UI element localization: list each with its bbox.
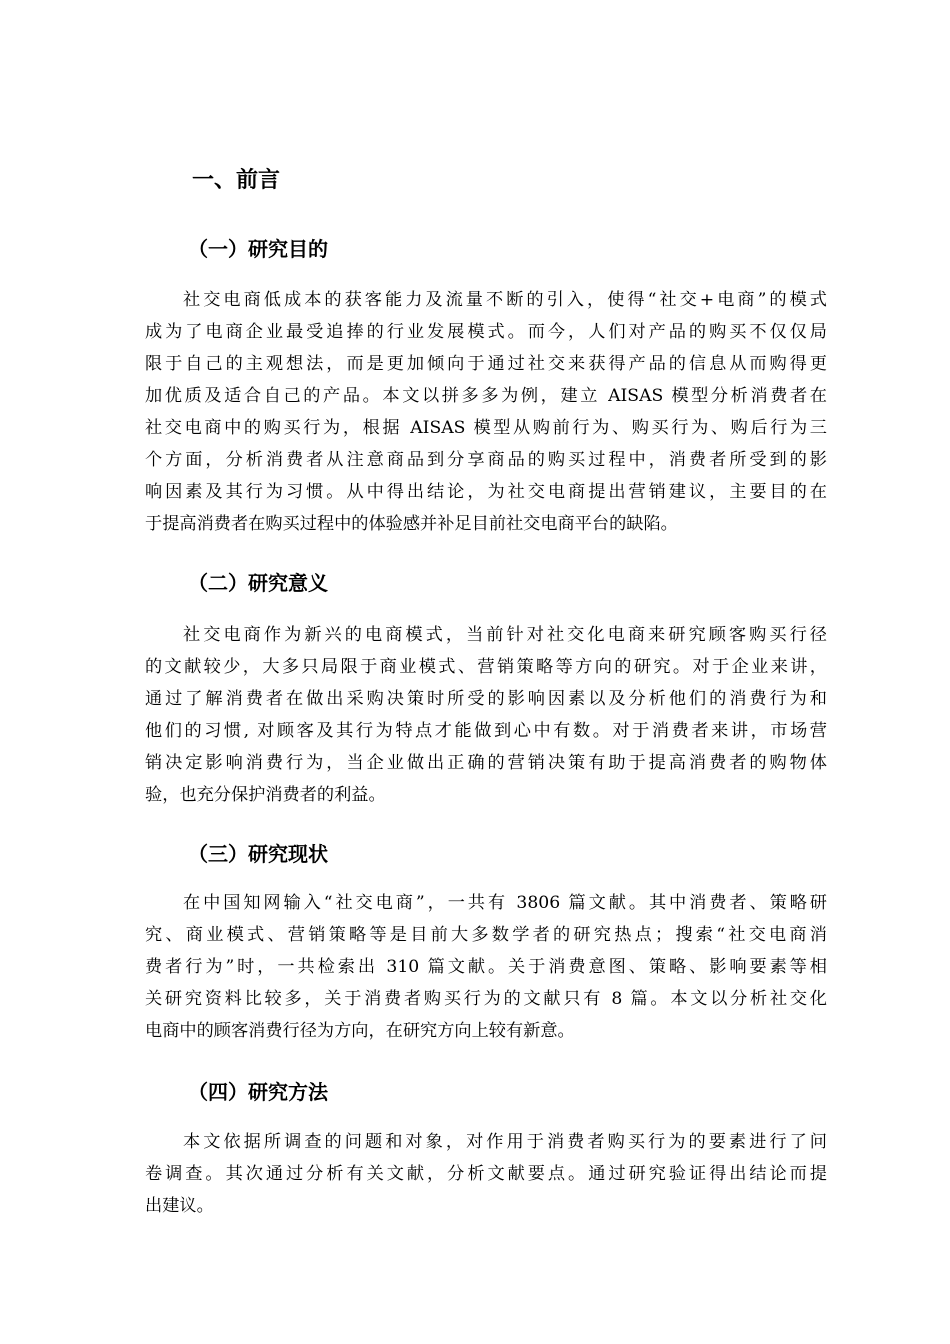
text-line: 在中国知网输入“社交电商”，一共有 3806 篇文献。其中消费者、策略研 (183, 893, 827, 913)
text-line: 个方面，分析消费者从注意商品到分享商品的购买过程中，消费者所受到的影 (145, 450, 827, 470)
text-line: 关研究资料比较多，关于消费者购买行为的文献只有 8 篇。本文以分析社交化 (145, 989, 827, 1009)
text-line: 究、商业模式、营销策略等是目前大多数学者的研究热点；搜索“社交电商消 (145, 925, 827, 945)
subsection-heading-status: （三）研究现状 (188, 842, 328, 866)
text-line: 通过了解消费者在做出采购决策时所受的影响因素以及分析他们的消费行为和 (145, 689, 827, 709)
text-line: 限于自己的主观想法，而是更加倾向于通过社交来获得产品的信息从而购得更 (145, 354, 827, 374)
text-line: 卷调查。其次通过分析有关文献，分析文献要点。通过研究验证得出结论而提 (145, 1164, 827, 1184)
text-line: 于提高消费者在购买过程中的体验感并补足目前社交电商平台的缺陷。 (145, 514, 678, 534)
subsection-heading-significance: （二）研究意义 (188, 571, 328, 595)
section-heading-preface: 一、前言 (192, 168, 281, 193)
text-line: 本文依据所调查的问题和对象，对作用于消费者购买行为的要素进行了问 (183, 1132, 827, 1152)
text-line: 社交电商作为新兴的电商模式，当前针对社交化电商来研究顾客购买行径 (183, 625, 827, 645)
text-line: 社交电商低成本的获客能力及流量不断的引入，使得“社交+电商”的模式 (183, 290, 827, 310)
text-line: 他们的习惯, 对顾客及其行为特点才能做到心中有数。对于消费者来讲，市场营 (145, 721, 827, 741)
text-line: 验，也充分保护消费者的利益。 (145, 785, 386, 805)
text-line: 社交电商中的购买行为，根据 AISAS 模型从购前行为、购买行为、购后行为三 (145, 418, 827, 438)
paragraph-purpose (145, 284, 827, 540)
text-line: 的文献较少，大多只局限于商业模式、营销策略等方向的研究。对于企业来讲， (145, 657, 827, 677)
text-line: 响因素及其行为习惯。从中得出结论，为社交电商提出营销建议，主要目的在 (145, 482, 827, 502)
subsection-heading-purpose: （一）研究目的 (188, 237, 328, 261)
paragraph-significance (145, 619, 827, 811)
paragraph-status (145, 887, 827, 1047)
text-line: 成为了电商企业最受追捧的行业发展模式。而今，人们对产品的购买不仅仅局 (145, 322, 827, 342)
text-line: 电商中的顾客消费行径为方向，在研究方向上较有新意。 (145, 1021, 575, 1041)
text-line: 销决定影响消费行为，当企业做出正确的营销决策有助于提高消费者的购物体 (145, 753, 827, 773)
paragraph-method (145, 1126, 827, 1222)
subsection-heading-method: （四）研究方法 (188, 1080, 328, 1104)
text-line: 出建议。 (145, 1196, 214, 1216)
text-line: 费者行为”时，一共检索出 310 篇文献。关于消费意图、策略、影响要素等相 (145, 957, 827, 977)
text-line: 加优质及适合自己的产品。本文以拼多多为例，建立 AISAS 模型分析消费者在 (145, 386, 827, 406)
